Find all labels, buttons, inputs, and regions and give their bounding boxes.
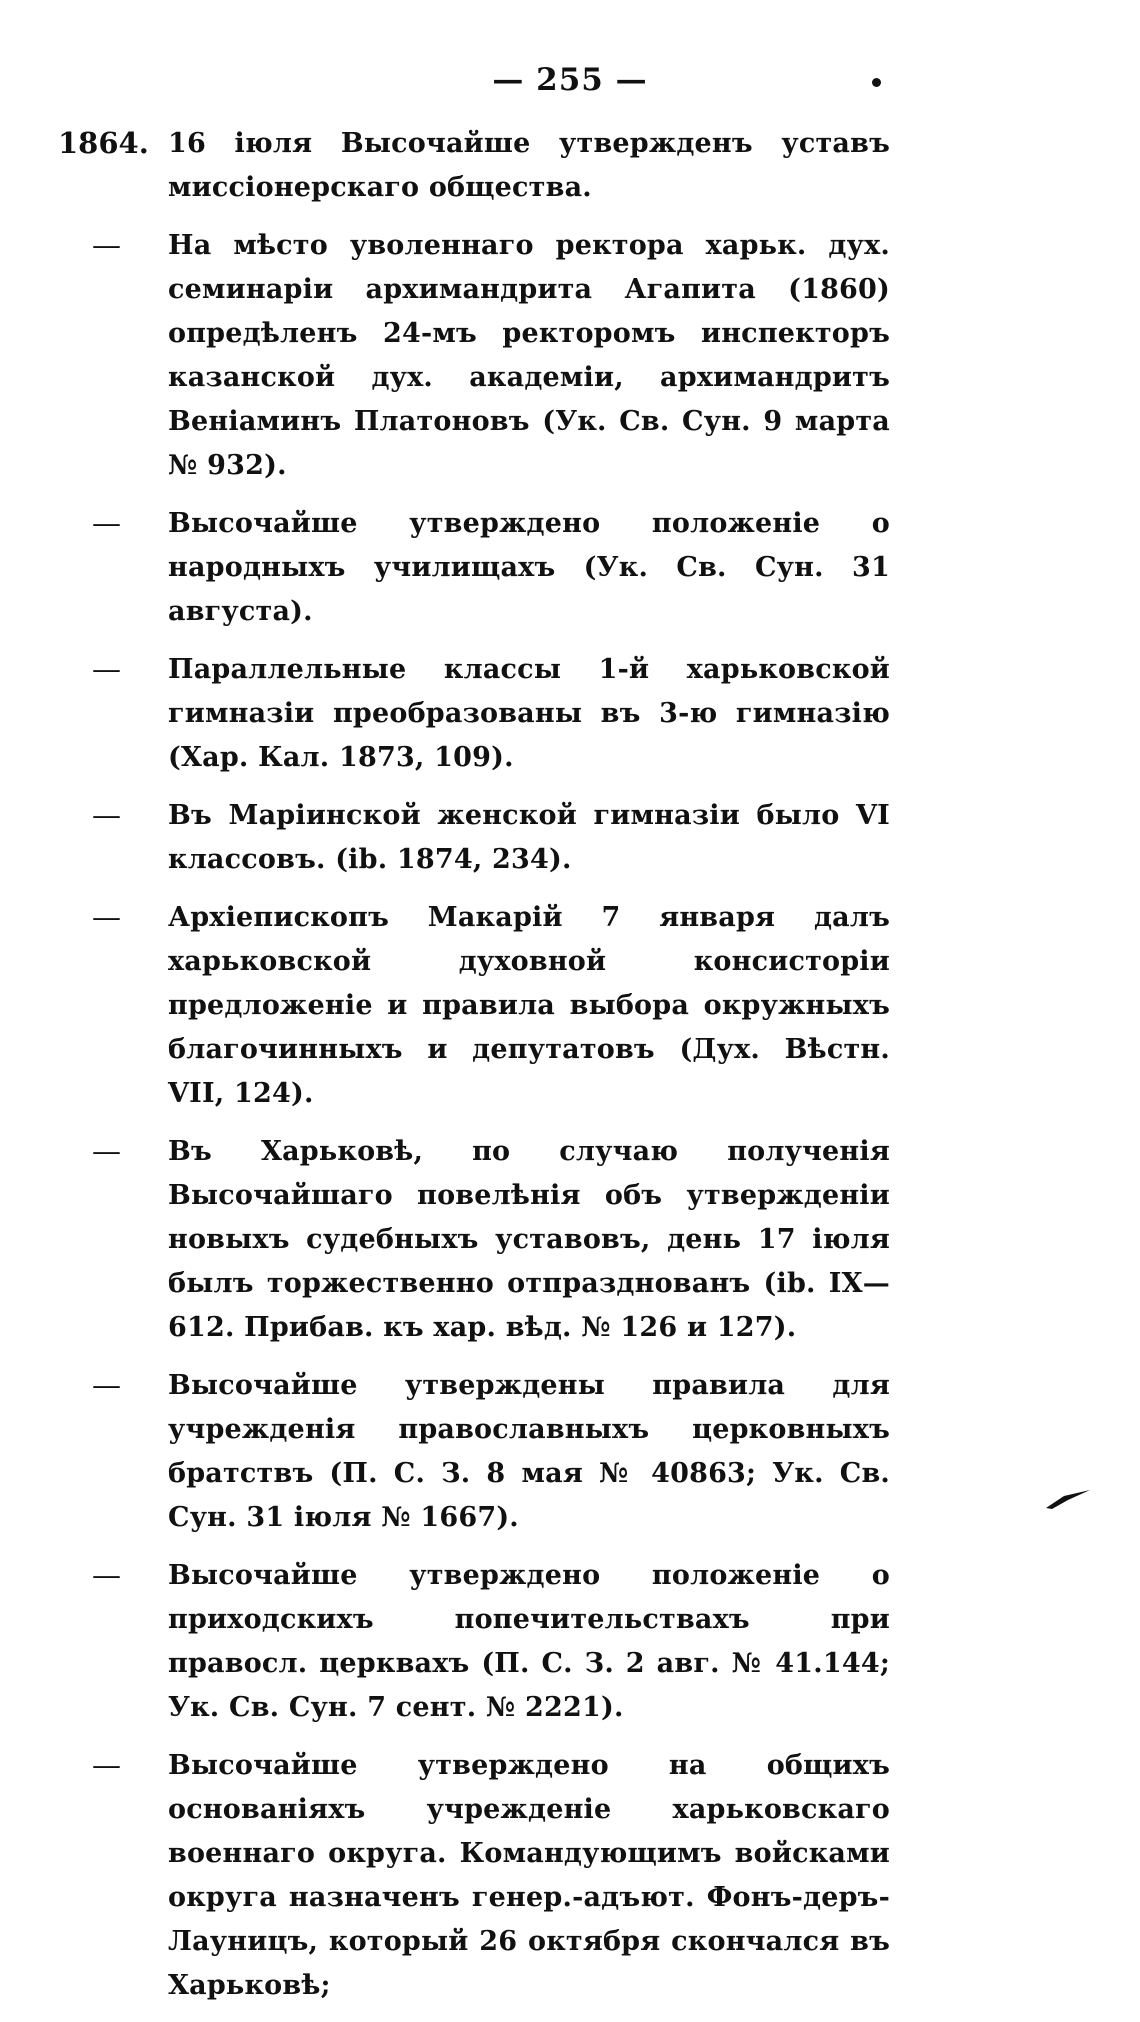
ink-stroke-mark bbox=[1044, 1488, 1094, 1510]
entry-dash: — bbox=[92, 506, 121, 540]
chronicle-entry bbox=[0, 1554, 1140, 1730]
chronicle-entry bbox=[0, 1744, 1140, 2008]
chronicle-entries bbox=[0, 122, 1140, 2022]
entry-dash: — bbox=[92, 1134, 121, 1168]
entry-dash: — bbox=[92, 1748, 121, 1782]
chronicle-entry bbox=[0, 1364, 1140, 1540]
entry-dash: — bbox=[92, 1558, 121, 1592]
chronicle-entry bbox=[0, 1130, 1140, 1350]
entry-dash: — bbox=[92, 228, 121, 262]
page-number: — 255 — bbox=[492, 62, 648, 98]
chronicle-entry bbox=[0, 224, 1140, 488]
entry-dash: — bbox=[92, 900, 121, 934]
entry-text: На мѣсто уволеннаго ректора харьк. дух. семинаріи архимандрита Агапита (1860) опредѣленъ 24-мъ ректоромъ инспекторъ казанской дух. академіи, архимандритъ Веніаминъ Платоновъ (Ук. Св. Сун. 9 марта № 932). bbox=[168, 230, 890, 481]
entry-text: Въ Маріинской женской гимназіи было VI классовъ. (ib. 1874, 234). bbox=[168, 800, 890, 875]
entry-text: Высочайше утверждено положеніе о приходскихъ попечительствахъ при правосл. церквахъ (П. С. З. 2 авг. № 41.144; Ук. Св. Сун. 7 сент. № 2221). bbox=[168, 1560, 890, 1723]
chronicle-entry bbox=[0, 896, 1140, 1116]
entry-dash: — bbox=[92, 798, 121, 832]
entry-text: Архіепископъ Макарій 7 января далъ харьковской духовной консисторіи предложеніе и правила выбора окружныхъ благочинныхъ и депутатовъ (Дух. Вѣстн. VII, 124). bbox=[168, 902, 890, 1109]
entry-year: 1864. bbox=[58, 126, 149, 160]
entry-text: Высочайше утверждены правила для учрежденія православныхъ церковныхъ братствъ (П. С. З. 8 мая № 40863; Ук. Св. Сун. 31 іюля № 1667). bbox=[168, 1370, 890, 1533]
chronicle-entry bbox=[0, 122, 1140, 210]
entry-dash: — bbox=[92, 1368, 121, 1402]
entry-text: Высочайше утверждено положеніе о народныхъ училищахъ (Ук. Св. Сун. 31 августа). bbox=[168, 508, 890, 627]
entry-text: Параллельные классы 1-й харьковской гимназіи преобразованы въ 3-ю гимназію (Хар. Кал. 1873, 109). bbox=[168, 654, 890, 773]
chronicle-entry bbox=[0, 794, 1140, 882]
entry-dash: — bbox=[92, 652, 121, 686]
chronicle-entry bbox=[0, 502, 1140, 634]
entry-text: Въ Харьковѣ, по случаю полученія Высочайшаго повелѣнія объ утвержденіи новыхъ судебныхъ уставовъ, день 17 іюля былъ торжественно отпразднованъ (ib. IX—612. Прибав. къ хар. вѣд. № 126 и 127). bbox=[168, 1136, 890, 1343]
entry-text: 16 іюля Высочайше утвержденъ уставъ миссіонерскаго общества. bbox=[168, 128, 890, 203]
ink-dot bbox=[872, 78, 881, 87]
chronicle-entry bbox=[0, 648, 1140, 780]
entry-text: Высочайше утверждено на общихъ основаніяхъ учрежденіе харьковскаго военнаго округа. Командующимъ войсками округа назначенъ генер.-адъют. Фонъ-деръ-Лауницъ, который 26 октября скончался въ Харьковѣ; bbox=[168, 1750, 890, 2001]
